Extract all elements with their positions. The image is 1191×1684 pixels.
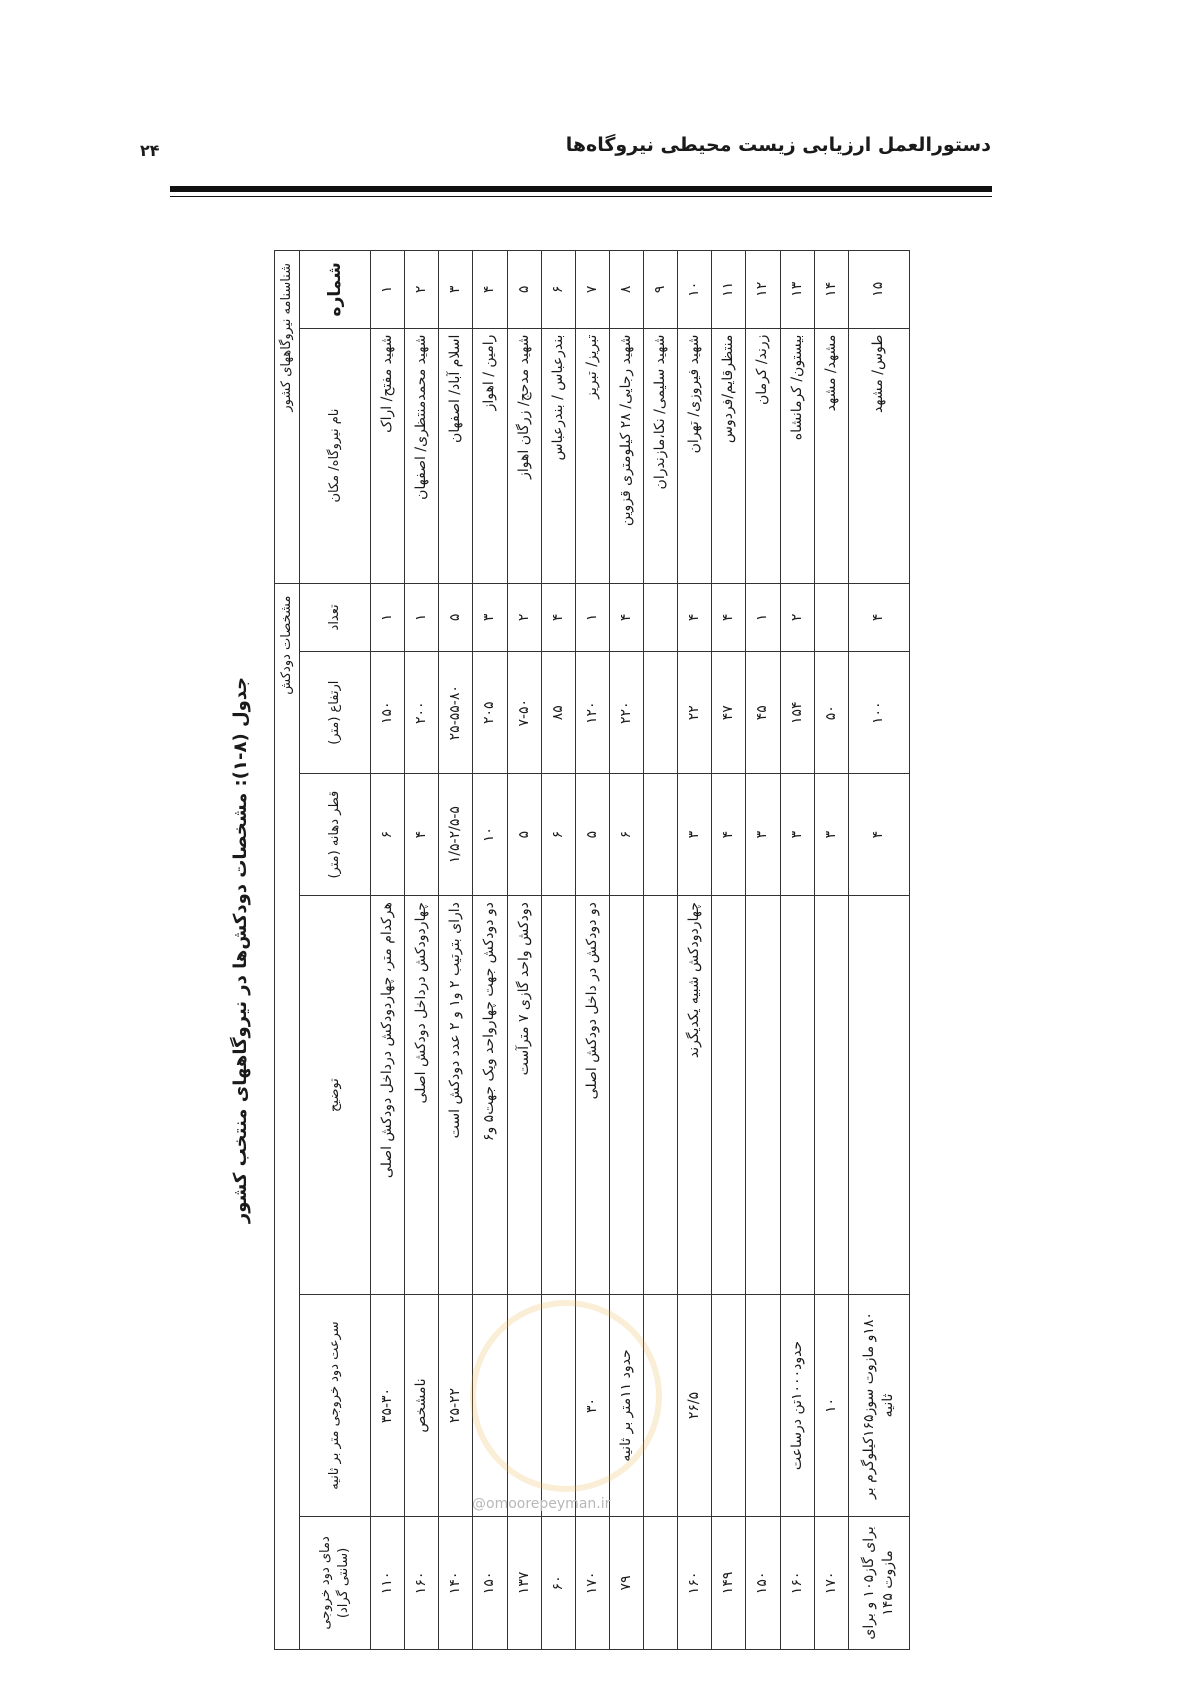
cell-temperature: ۱۳۷: [507, 1516, 541, 1649]
cell-description: [644, 896, 678, 1295]
watermark-seal-icon: [470, 1300, 662, 1492]
cell-name: شهید محمدمنتظری/ اصفهان: [405, 328, 439, 583]
cell-number: ۱۰: [678, 251, 712, 329]
cell-name: بیستون/ کرمانشاه: [780, 328, 814, 583]
cell-number: ۶: [541, 251, 575, 329]
cell-temperature: ۷۹: [609, 1516, 643, 1649]
cell-velocity: نامشخص: [405, 1295, 439, 1517]
cell-temperature: ۱۶۰: [678, 1516, 712, 1649]
cell-description: [541, 896, 575, 1295]
cell-name: رامین / اهواز: [473, 328, 507, 583]
document-title: دستورالعمل ارزیابی زیست محیطی نیروگاه‌ها: [565, 134, 991, 156]
cell-diameter: ۱/۵-۲/۵-۵: [439, 774, 473, 896]
cell-description: [609, 896, 643, 1295]
page-number: ۲۴: [140, 141, 160, 160]
column-header-name: نام نیروگاه/ مکان: [300, 328, 371, 583]
cell-count: ۱: [575, 583, 609, 652]
cell-height: ۷-۵۰: [507, 652, 541, 774]
cell-velocity: [746, 1295, 780, 1517]
cell-description: دو دودکش جهت چهارواحد ویک جهت۵ و۶: [473, 896, 507, 1295]
column-header-diameter: قطر دهانه (متر): [300, 774, 371, 896]
cell-number: ۵: [507, 251, 541, 329]
cell-velocity: ۲۵-۲۲: [439, 1295, 473, 1517]
cell-temperature: ۱۵۰: [473, 1516, 507, 1649]
column-header-height: ارتفاع (متر): [300, 652, 371, 774]
cell-description: [712, 896, 746, 1295]
cell-name: بندرعباس / بندرعباس: [541, 328, 575, 583]
column-header-description: توضیح: [300, 896, 371, 1295]
table-row: [405, 251, 439, 1650]
cell-name: شهید مفتح/ اراک: [371, 328, 405, 583]
cell-temperature: ۱۴۹: [712, 1516, 746, 1649]
cell-count: ۴: [848, 583, 909, 652]
table-row: [814, 251, 848, 1650]
cell-diameter: ۴: [712, 774, 746, 896]
cell-count: ۱: [405, 583, 439, 652]
cell-count: ۴: [678, 583, 712, 652]
cell-diameter: ۳: [814, 774, 848, 896]
cell-description: [814, 896, 848, 1295]
group-header-row: [275, 251, 300, 1650]
cell-height: ۲۵-۵۵-۸۰: [439, 652, 473, 774]
cell-height: ۲۲: [678, 652, 712, 774]
cell-description: [848, 896, 909, 1295]
cell-temperature: ۱۵۰: [746, 1516, 780, 1649]
table-row: [780, 251, 814, 1650]
cell-diameter: ۵: [507, 774, 541, 896]
cell-number: ۱۲: [746, 251, 780, 329]
cell-name: تبریز/ تبریز: [575, 328, 609, 583]
cell-diameter: [644, 774, 678, 896]
cell-temperature: ۱۷۰: [575, 1516, 609, 1649]
cell-height: ۱۲۰: [575, 652, 609, 774]
cell-temperature: ۱۶۰: [405, 1516, 439, 1649]
cell-height: ۱۰۰: [848, 652, 909, 774]
cell-height: ۱۵۴: [780, 652, 814, 774]
cell-count: [814, 583, 848, 652]
table-row: [439, 251, 473, 1650]
group-header-identity: شناسنامه نیروگاههای کشور: [275, 251, 300, 584]
cell-diameter: ۳: [678, 774, 712, 896]
cell-diameter: ۵: [575, 774, 609, 896]
cell-description: [780, 896, 814, 1295]
cell-count: ۱: [371, 583, 405, 652]
cell-name: طوس/ مشهد: [848, 328, 909, 583]
cell-temperature: ۶۰: [541, 1516, 575, 1649]
cell-number: ۱۵: [848, 251, 909, 329]
cell-number: ۱۳: [780, 251, 814, 329]
watermark-text: @omoorepeyman.ir: [472, 1496, 611, 1512]
cell-count: ۴: [541, 583, 575, 652]
cell-diameter: ۱۰: [473, 774, 507, 896]
cell-count: ۳: [473, 583, 507, 652]
cell-temperature: ۱۶۰: [780, 1516, 814, 1649]
cell-description: دودکش واحد گازی ۷ مترآست: [507, 896, 541, 1295]
group-header-stack: مشخصات دودکش: [275, 583, 300, 1649]
cell-height: ۲۰۵: [473, 652, 507, 774]
cell-velocity: حدود۱۰۰۰تن درساعت: [780, 1295, 814, 1517]
cell-velocity: ۱۰: [814, 1295, 848, 1517]
column-header-number: شماره: [300, 251, 371, 329]
cell-temperature: ۱۴۰: [439, 1516, 473, 1649]
cell-temperature: ۱۱۰: [371, 1516, 405, 1649]
table-row: [371, 251, 405, 1650]
table-row: [848, 251, 909, 1650]
cell-height: ۲۰۰: [405, 652, 439, 774]
cell-height: ۱۵۰: [371, 652, 405, 774]
cell-number: ۳: [439, 251, 473, 329]
cell-number: ۴: [473, 251, 507, 329]
cell-velocity: حدود ۱۱متر بر ثانیه: [609, 1295, 643, 1517]
cell-diameter: ۴: [405, 774, 439, 896]
cell-name: مشهد/ مشهد: [814, 328, 848, 583]
table-row: [678, 251, 712, 1650]
cell-velocity: ۳۵-۳۰: [371, 1295, 405, 1517]
cell-height: ۲۲۰: [609, 652, 643, 774]
cell-name: منتظرقایم/فردوس: [712, 328, 746, 583]
cell-velocity: ۱۸۰و مازوت سوز۱۶۵کیلوگرم بر ثانیه: [848, 1295, 909, 1517]
cell-velocity: ۳۰: [575, 1295, 609, 1517]
cell-height: ۵۰: [814, 652, 848, 774]
cell-name: زرند/ کرمان: [746, 328, 780, 583]
cell-name: شهید سلیمی/ نکا،مازندران: [644, 328, 678, 583]
cell-number: ۷: [575, 251, 609, 329]
cell-name: شهید فیروزی/ تهران: [678, 328, 712, 583]
cell-description: دارای بترتیب ۲ و۱ و ۲ عدد دودکش است: [439, 896, 473, 1295]
cell-temperature: برای گاز۱۰۵ و برای مازوت ۱۴۵: [848, 1516, 909, 1649]
cell-count: ۱: [746, 583, 780, 652]
column-header-row: [300, 251, 371, 1650]
cell-diameter: ۶: [541, 774, 575, 896]
column-header-temperature: دمای دود خروجی (سانتی گراد): [300, 1516, 371, 1649]
cell-description: [746, 896, 780, 1295]
cell-diameter: ۳: [746, 774, 780, 896]
cell-number: ۸: [609, 251, 643, 329]
cell-count: ۵: [439, 583, 473, 652]
column-header-count: تعداد: [300, 583, 371, 652]
cell-diameter: ۳: [780, 774, 814, 896]
cell-name: شهید رجایی/ ۲۸ کیلومتری قزوین: [609, 328, 643, 583]
cell-description: چهاردودکش درداخل دودکش اصلی: [405, 896, 439, 1295]
cell-count: ۲: [507, 583, 541, 652]
cell-number: ۱۱: [712, 251, 746, 329]
cell-name: شهید مدحج/ زرگان اهواز: [507, 328, 541, 583]
cell-description: دو دودکش در داخل دودکش اصلی: [575, 896, 609, 1295]
cell-height: [644, 652, 678, 774]
cell-temperature: [644, 1516, 678, 1649]
cell-count: [644, 583, 678, 652]
cell-height: ۸۵: [541, 652, 575, 774]
cell-number: ۲: [405, 251, 439, 329]
cell-name: اسلام آباد/ اصفهان: [439, 328, 473, 583]
cell-description: هرکدام متر، چهاردودکش درداخل دودکش اصلی: [371, 896, 405, 1295]
header-rule-thin: [170, 196, 992, 197]
table-row: [712, 251, 746, 1650]
cell-velocity: ۲۶/۵: [678, 1295, 712, 1517]
cell-number: ۱۴: [814, 251, 848, 329]
cell-description: چهاردودکش شبیه یکدیگرند: [678, 896, 712, 1295]
cell-diameter: ۶: [609, 774, 643, 896]
column-header-velocity: سرعت دود خروجی متر بر ثانیه: [300, 1295, 371, 1517]
cell-count: ۴: [609, 583, 643, 652]
cell-diameter: ۶: [371, 774, 405, 896]
table-caption: جدول (۸-۱): مشخصات دودکش‌ها در نیروگاههای منتخب کشور: [230, 676, 251, 1224]
cell-count: ۴: [712, 583, 746, 652]
cell-number: ۹: [644, 251, 678, 329]
cell-count: ۲: [780, 583, 814, 652]
cell-temperature: ۱۷۰: [814, 1516, 848, 1649]
cell-height: ۴۵: [746, 652, 780, 774]
cell-height: ۴۷: [712, 652, 746, 774]
cell-number: ۱: [371, 251, 405, 329]
table-row: [746, 251, 780, 1650]
header-rule: [170, 186, 992, 192]
cell-velocity: [712, 1295, 746, 1517]
cell-diameter: ۴: [848, 774, 909, 896]
